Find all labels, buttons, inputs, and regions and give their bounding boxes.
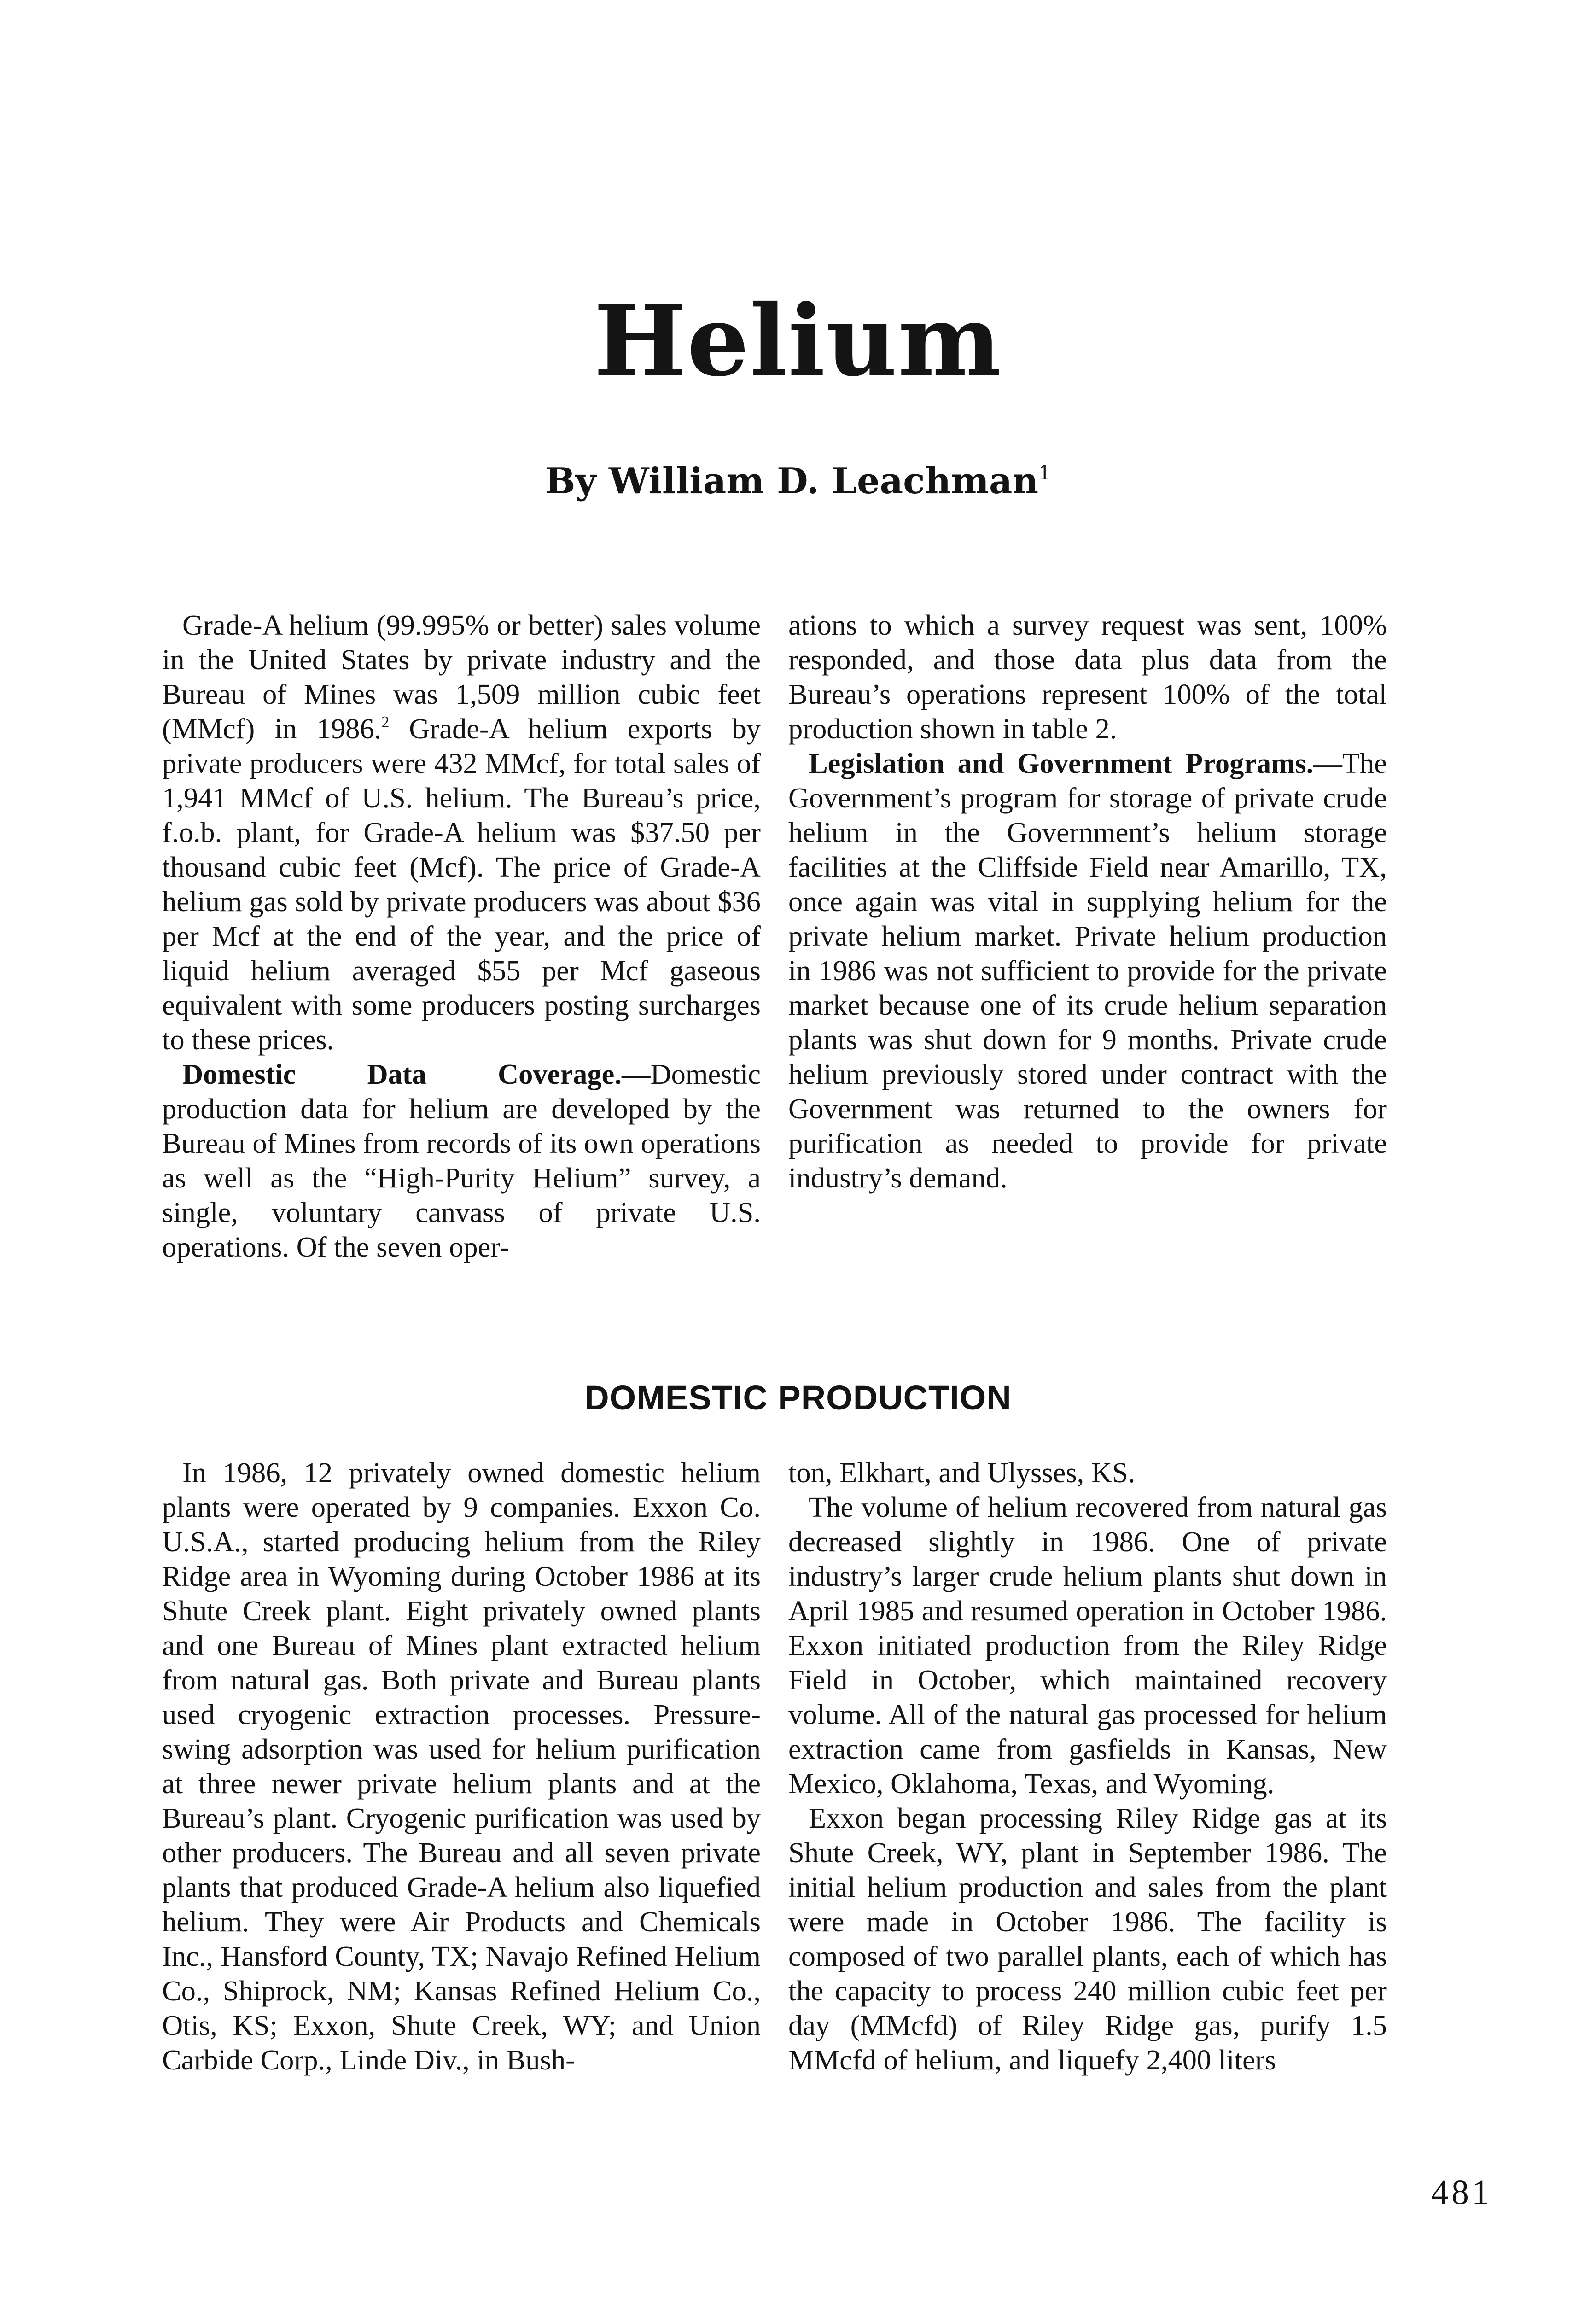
intro-paragraph-1-text-b: Grade-A helium exports by private producers were 432 MMcf, for total sales of 1,941 MMcf of U.S. helium. The Bureau’s price, f.o.b. plant, for Grade-A helium was $37.50 per thousand cubic feet (Mcf). The price of Grade-A helium gas sold by private producers was about $36 per Mcf at the end of the year, and the price of liquid helium averaged $55 per Mcf gaseous equivalent with some producers posting surcharges to these prices. (162, 713, 761, 1056)
section-heading-domestic-production: DOMESTIC PRODUCTION (584, 1379, 1012, 1417)
domestic-data-coverage-body: Domestic production data for helium are developed by the Bureau of Mines from records of its own operations as well as the “High-Purity Helium” survey, a single, voluntary canvass of private U.S. operations. Of the seven oper- (162, 1058, 761, 1263)
intro-column-right (788, 608, 1387, 1195)
intro-paragraph-3: ations to which a survey request was sent, 100% responded, and those data plus data from the Bureau’s operations represent 100% of the total production shown in table 2. (788, 609, 1387, 745)
footnote-marker-2: 2 (381, 713, 390, 731)
byline-text: By William D. Leachman (545, 460, 1039, 502)
production-paragraph-2: ton, Elkhart, and Ulysses, KS. (788, 1456, 1136, 1489)
legislation-lead: Legislation and Government Programs.— (809, 747, 1342, 779)
production-paragraph-3: The volume of helium recovered from natural gas decreased slightly in 1986. One of private industry’s larger crude helium plants shut down in April 1985 and resumed operation in October 1986. Exxon initiated production from the Riley Ridge Field in October, which maintained recovery volume. All of the natural gas processed for helium extraction came from gasfields in Kansas, New Mexico, Oklahoma, Texas, and Wyoming. (788, 1491, 1387, 1800)
production-column-left (162, 1455, 761, 2077)
page-number: 481 (1431, 2173, 1492, 2212)
production-column-right (788, 1455, 1387, 2077)
article-title: Helium (594, 283, 1002, 398)
production-paragraph-4: Exxon began processing Riley Ridge gas at its Shute Creek, WY, plant in September 1986. The initial helium production and sales from the plant were made in October 1986. The facility is composed of two parallel plants, each of which has the capacity to process 240 million cubic feet per day (MMcfd) of Riley Ridge gas, purify 1.5 MMcfd of helium, and liquefy 2,400 liters (788, 1802, 1387, 2076)
domestic-data-coverage-lead: Domestic Data Coverage.— (182, 1058, 651, 1090)
legislation-body: The Government’s program for storage of private crude helium in the Government’s helium storage facilities at the Cliffside Field near Amarillo, TX, once again was vital in supplying helium for the private helium market. Private helium production in 1986 was not sufficient to provide for the private market because one of its crude helium separation plants was shut down for 9 months. Private crude helium previously stored under contract with the Government was returned to the owners for purification as needed to provide for private industry’s demand. (788, 747, 1387, 1194)
byline-footnote-marker: 1 (1038, 461, 1051, 485)
intro-paragraph-2 (162, 1057, 761, 1264)
intro-column-left (162, 608, 761, 1264)
intro-paragraph-1-text-a: Grade-A helium (99.995% or better) sales volume in the United States by private industry and the Bureau of Mines was 1,509 million cubic feet (MMcf) in 1986. (162, 609, 761, 745)
byline (0, 456, 1596, 507)
intro-paragraph-4 (788, 746, 1387, 1195)
intro-paragraph-1 (162, 608, 761, 1057)
production-paragraph-1: In 1986, 12 privately owned domestic helium plants were operated by 9 companies. Exxon Co. U.S.A., started producing helium from the Riley Ridge area in Wyoming during October 1986 at its Shute Creek plant. Eight privately owned plants and one Bureau of Mines plant extracted helium from natural gas. Both private and Bureau plants used cryogenic extraction processes. Pressure-swing adsorption was used for helium purification at three newer private helium plants and at the Bureau’s plant. Cryogenic purification was used by other producers. The Bureau and all seven private plants that produced Grade-A helium also liquefied helium. They were Air Products and Chemicals Inc., Hansford County, TX; Navajo Refined Helium Co., Shiprock, NM; Kansas Refined Helium Co., Otis, KS; Exxon, Shute Creek, WY; and Union Carbide Corp., Linde Div., in Bush- (162, 1456, 761, 2076)
